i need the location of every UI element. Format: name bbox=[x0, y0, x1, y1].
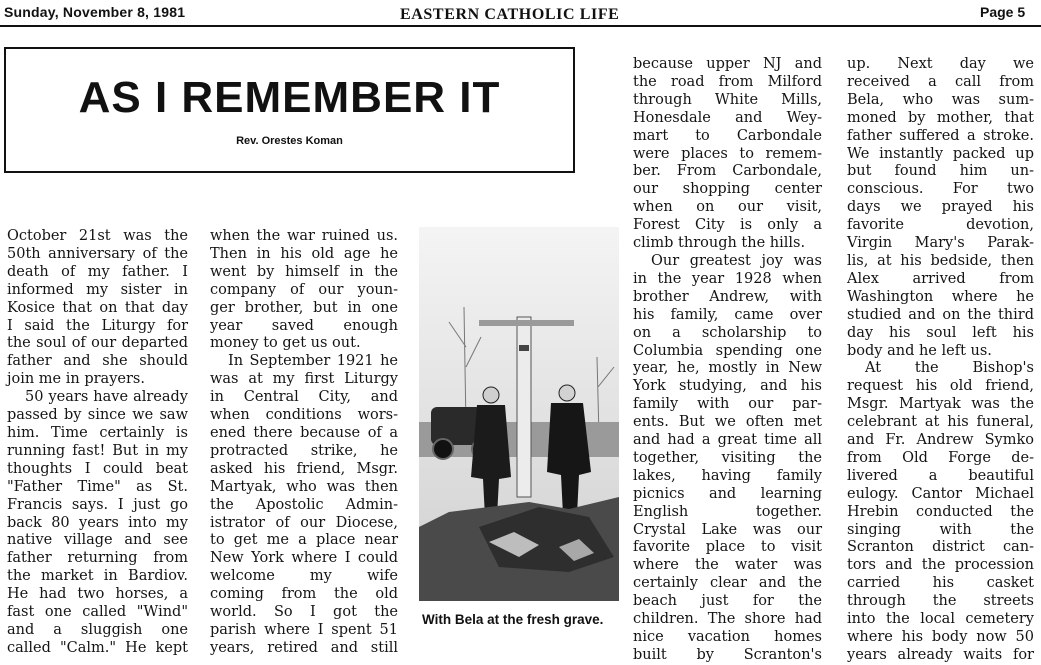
text-line: his family, came over bbox=[633, 306, 822, 323]
text-line: lakes, having family bbox=[633, 467, 822, 484]
text-line: fast one called "Wind" bbox=[7, 604, 188, 621]
text-line: lis, at his bedside, then bbox=[847, 252, 1034, 269]
text-line: Washington where he bbox=[847, 288, 1034, 305]
photo-caption: With Bela at the fresh grave. bbox=[422, 612, 604, 627]
text-line: ger brother, but in one bbox=[210, 299, 398, 316]
text-line: when conditions wors- bbox=[210, 407, 398, 424]
text-line: and a sluggish one bbox=[7, 621, 188, 638]
text-line: "Father Time" as St. bbox=[7, 478, 188, 495]
text-line: through White Mills, bbox=[633, 91, 822, 108]
text-line: when the war ruined us. bbox=[210, 228, 398, 244]
text-line: I said the Liturgy for bbox=[7, 317, 188, 334]
text-line: Then in his old age he bbox=[210, 245, 398, 262]
text-line: because upper NJ and bbox=[633, 56, 822, 72]
text-line: Scranton district can- bbox=[847, 539, 1034, 556]
grave-photo bbox=[419, 227, 619, 601]
text-line: At the Bishop's bbox=[865, 360, 1034, 377]
text-line: days we prayed his bbox=[847, 199, 1034, 216]
header-divider bbox=[0, 25, 1041, 27]
text-line: money to get us out. bbox=[210, 335, 361, 352]
text-line: Forest City is only a bbox=[633, 217, 822, 234]
text-line: when on our visit, bbox=[633, 199, 822, 216]
text-line: ents. But we often met bbox=[633, 414, 822, 431]
text-line: received a call from bbox=[847, 73, 1034, 90]
text-line: the road from Milford bbox=[633, 73, 822, 90]
text-line: Kosice that on that day bbox=[7, 299, 188, 316]
title-box bbox=[4, 47, 575, 173]
text-line: istrator of our Diocese, bbox=[210, 514, 398, 531]
text-line: the market in Bardiov. bbox=[7, 568, 188, 585]
text-line: informed my sister in bbox=[7, 281, 188, 298]
text-line: day his soul left his bbox=[847, 324, 1034, 341]
text-line: ber. From Carbondale, bbox=[633, 163, 822, 180]
text-line: in Central City, and bbox=[210, 389, 398, 406]
text-column-2 bbox=[210, 228, 398, 658]
text-line: and had a great time all bbox=[633, 432, 822, 449]
text-line: Hrebin conducted the bbox=[847, 503, 1034, 520]
text-line: where the water was bbox=[633, 557, 822, 574]
text-line: coming from the old bbox=[210, 586, 398, 603]
text-line: native village and see bbox=[7, 532, 188, 549]
text-line: We instantly packed up bbox=[847, 145, 1034, 162]
text-line: Crystal Lake was our bbox=[633, 521, 822, 538]
text-line: Virgin Mary's Parak- bbox=[847, 235, 1034, 252]
text-line: father and she should bbox=[7, 353, 188, 370]
text-line: to get me a place near bbox=[210, 532, 398, 549]
text-line: father suffered a stroke. bbox=[847, 127, 1034, 144]
text-line: climb through the hills. bbox=[633, 235, 806, 252]
text-line: New York where I could bbox=[210, 550, 398, 567]
text-line: called "Calm." He kept bbox=[7, 639, 188, 656]
text-column-1 bbox=[7, 228, 188, 658]
text-line: singing with the bbox=[847, 521, 1034, 538]
text-line: in the year 1928 when bbox=[633, 270, 822, 287]
text-line: moned by mother, that bbox=[847, 109, 1034, 126]
text-line: together, visiting the bbox=[633, 449, 822, 466]
text-line: ened there because of a bbox=[210, 424, 398, 441]
text-line: the soul of our departed bbox=[7, 335, 188, 352]
text-line: family with our par- bbox=[633, 396, 822, 413]
text-line: He had two horses, a bbox=[7, 586, 188, 603]
text-column-3 bbox=[633, 56, 822, 665]
text-line: were places to remem- bbox=[633, 145, 822, 162]
text-line: years, retired and still bbox=[210, 639, 398, 656]
text-line: years already waits for bbox=[847, 646, 1034, 663]
text-line: thoughts I could beat bbox=[7, 460, 188, 477]
text-line: the Apostolic Admin- bbox=[210, 496, 398, 513]
text-line: 50th anniversary of the bbox=[7, 245, 188, 262]
text-line: up. Next day we bbox=[847, 56, 1034, 72]
text-line: nice vacation homes bbox=[633, 629, 822, 645]
text-line: join me in prayers. bbox=[7, 371, 145, 388]
text-line: went by himself in the bbox=[210, 263, 398, 280]
text-line: October 21st was the bbox=[7, 228, 188, 244]
text-line: In September 1921 he bbox=[228, 353, 398, 370]
text-line: running fast! But in my bbox=[7, 442, 188, 459]
text-line: asked his friend, Msgr. bbox=[210, 460, 398, 477]
text-line: Bela, who was sum- bbox=[847, 91, 1034, 108]
text-line: certainly clear and the bbox=[633, 575, 822, 592]
text-line: favorite place to visit bbox=[633, 539, 822, 556]
text-line: beach just for the bbox=[633, 593, 822, 610]
text-line: brother Andrew, with bbox=[633, 288, 822, 305]
text-line: livered a beautiful bbox=[847, 467, 1034, 484]
text-line: English together. bbox=[633, 503, 822, 520]
text-line: welcome my wife bbox=[210, 568, 398, 585]
text-line: carried his casket bbox=[847, 575, 1034, 592]
text-line: death of my father. I bbox=[7, 263, 188, 280]
text-line: into the local cemetery bbox=[847, 611, 1034, 628]
text-line: Msgr. Martyak was the bbox=[847, 396, 1034, 413]
text-line: celebrant at his funeral, bbox=[847, 414, 1034, 431]
header-date: Sunday, November 8, 1981 bbox=[4, 4, 186, 20]
text-line: request his old friend, bbox=[847, 378, 1034, 395]
text-line: on a scholarship to bbox=[633, 324, 822, 341]
article-byline: Rev. Orestes Koman bbox=[236, 135, 343, 147]
text-line: passed by since we saw bbox=[7, 407, 188, 424]
text-line: Alex arrived from bbox=[847, 270, 1034, 287]
text-line: conscious. For two bbox=[847, 181, 1034, 198]
text-line: Martyak, who was then bbox=[210, 478, 398, 495]
text-line: our shopping center bbox=[633, 181, 822, 198]
text-column-4 bbox=[847, 56, 1034, 665]
publication-name: EASTERN CATHOLIC LIFE bbox=[400, 6, 620, 23]
text-line: tors and the procession bbox=[847, 557, 1034, 574]
text-line: but found him un- bbox=[847, 163, 1034, 180]
text-line: father returning from bbox=[7, 550, 188, 567]
text-line: built by Scranton's bbox=[633, 646, 822, 663]
text-line: mart to Carbondale bbox=[633, 127, 822, 144]
text-line: back 80 years into my bbox=[7, 514, 188, 531]
text-line: picnics and learning bbox=[633, 485, 822, 502]
text-line: parish where I spent 51 bbox=[210, 621, 398, 638]
text-line: studied and on the third bbox=[847, 306, 1034, 323]
text-line: year, he, mostly in New bbox=[633, 360, 822, 377]
grave-mound bbox=[419, 497, 619, 601]
text-line: protracted strike, he bbox=[210, 442, 398, 459]
article-title: AS I REMEMBER IT bbox=[78, 73, 501, 122]
text-line: him. Time certainly is bbox=[7, 424, 188, 441]
text-line: company of our youn- bbox=[210, 281, 398, 298]
text-line: 50 years have already bbox=[25, 389, 188, 406]
text-line: York studying, and his bbox=[633, 378, 822, 395]
text-line: Honesdale and Wey- bbox=[633, 109, 822, 126]
text-line: was at my first Liturgy bbox=[210, 371, 398, 388]
text-line: Columbia spending one bbox=[633, 342, 822, 359]
text-line: eulogy. Cantor Michael bbox=[847, 485, 1034, 502]
text-line: Our greatest joy was bbox=[651, 252, 822, 269]
text-line: favorite devotion, bbox=[847, 217, 1034, 234]
text-line: body and he left us. bbox=[847, 342, 992, 359]
page-number: Page 5 bbox=[980, 4, 1026, 20]
text-line: and Fr. Andrew Symko bbox=[847, 432, 1034, 449]
text-line: through the streets bbox=[847, 593, 1034, 610]
text-line: children. The shore had bbox=[633, 611, 822, 628]
text-line: world. So I got the bbox=[210, 604, 398, 621]
text-line: where his body now 50 bbox=[847, 629, 1034, 645]
text-line: from Old Forge de- bbox=[847, 449, 1034, 466]
text-line: year saved enough bbox=[210, 317, 398, 334]
text-line: Francis says. I just go bbox=[7, 496, 188, 513]
